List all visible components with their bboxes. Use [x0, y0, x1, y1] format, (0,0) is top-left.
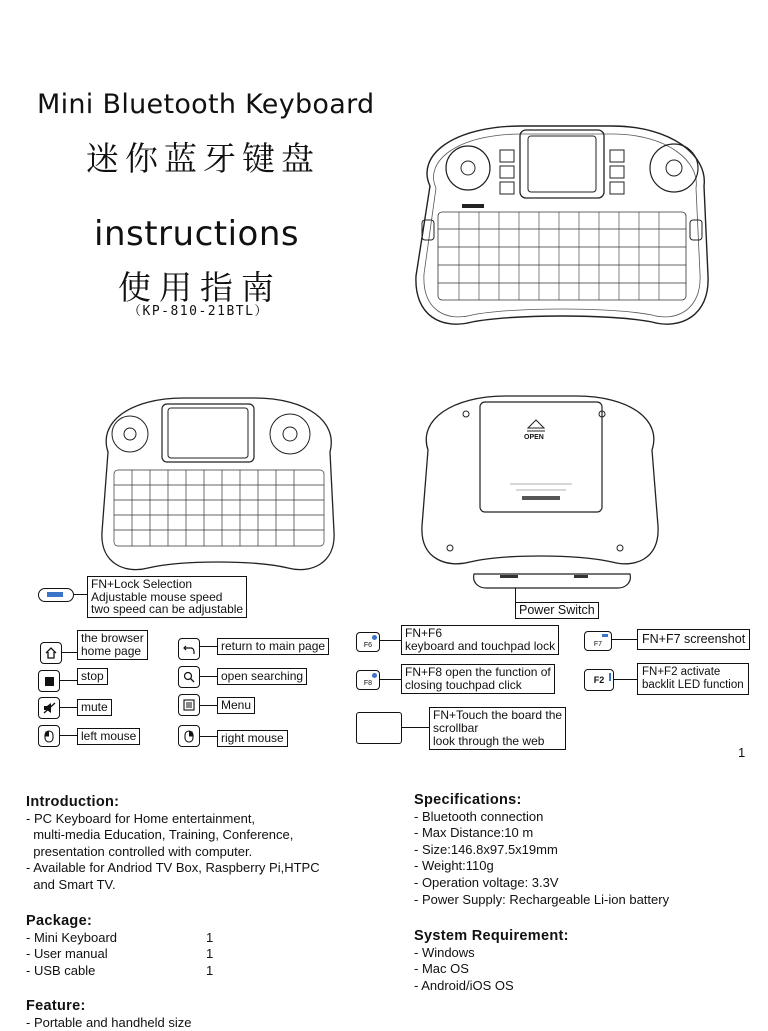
instructions-heading: instructions [94, 214, 300, 254]
fn-lock-callout [87, 576, 247, 618]
fn-f7-callout: FN+F7 screenshot [637, 629, 750, 650]
intro-line: - Available for Andriod TV Box, Raspberry Pi,HTPC [26, 860, 320, 876]
guide-heading-chinese: 使用指南 [118, 268, 282, 307]
fn-touch-callout [429, 707, 566, 750]
spec-line: - Max Distance:10 m [414, 825, 534, 841]
package-item [26, 963, 213, 980]
package-item [26, 946, 213, 963]
fn-f8-line1: FN+F8 open the function of [405, 665, 551, 679]
touchpad-icon [356, 712, 402, 744]
system-requirement-heading: System Requirement: [414, 928, 569, 944]
right-mouse-label: right mouse [217, 730, 288, 747]
menu-label: Menu [217, 697, 255, 714]
sysreq-line: - Windows [414, 944, 475, 960]
fn-lock-line1: FN+Lock Selection [91, 577, 193, 591]
f2-key-icon [584, 669, 614, 691]
feature-section [26, 998, 192, 1031]
sysreq-line: - Mac OS [414, 961, 469, 977]
specifications-heading: Specifications: [414, 792, 522, 808]
menu-icon [178, 694, 200, 716]
f8-key-label: F8 [363, 679, 373, 687]
home-page-label [77, 630, 148, 660]
f6-key-icon [356, 632, 380, 652]
open-search-label: open searching [217, 668, 307, 685]
mute-icon [38, 697, 60, 719]
package-item-name: - Mini Keyboard [26, 929, 118, 945]
stop-label: stop [77, 668, 108, 685]
left-mouse-label: left mouse [77, 728, 140, 745]
spec-line: - Size:146.8x97.5x19mm [414, 841, 558, 857]
title-chinese: 迷你蓝牙键盘 [86, 139, 320, 178]
fn-touch-line3: look through the web [433, 734, 545, 748]
spec-line: - Operation voltage: 3.3V [414, 874, 559, 890]
stop-icon [38, 670, 60, 692]
feature-heading: Feature: [26, 998, 86, 1014]
page-number: 1 [738, 745, 746, 760]
open-label: OPEN [524, 434, 544, 441]
return-icon [178, 638, 200, 660]
model-number: （KP-810-21BTL） [128, 304, 269, 319]
spec-line: - Weight:110g [414, 858, 494, 874]
package-item [26, 930, 213, 947]
title-english: Mini Bluetooth Keyboard [37, 89, 375, 120]
package-item-name: - USB cable [26, 962, 96, 978]
introduction-section [26, 794, 320, 894]
sysreq-line: - Android/iOS OS [414, 977, 514, 993]
left-mouse-icon [38, 725, 60, 747]
fn-f2-line1: FN+F2 activate [642, 666, 721, 678]
f2-key-label: F2 [593, 675, 605, 685]
intro-line: and Smart TV. [26, 876, 116, 892]
intro-line: - PC Keyboard for Home entertainment, [26, 810, 256, 826]
right-mouse-icon [178, 725, 200, 747]
fn-f8-callout [401, 664, 555, 694]
f6-key-label: F6 [363, 641, 373, 649]
f7-key-label: F7 [593, 640, 603, 648]
keyboard-front-small-illustration [94, 392, 342, 576]
mute-label: mute [77, 699, 112, 716]
system-requirement-section [414, 928, 569, 994]
fn-lock-line3: two speed can be adjustable [91, 602, 244, 616]
fn-touch-line1: FN+Touch the board the [433, 708, 563, 722]
fn-lock-line2: Adjustable mouse speed [91, 589, 223, 604]
feature-line: - Portable and handheld size [26, 1014, 192, 1030]
spec-line: - Power Supply: Rechargeable Li-ion battery [414, 891, 670, 907]
search-icon [178, 666, 200, 688]
fn-f6-line1: FN+F6 [405, 626, 443, 640]
fn-f2-line2: backlit LED function [642, 679, 744, 691]
package-item-qty: 1 [206, 946, 214, 962]
home-line2: home page [81, 644, 142, 658]
keyboard-back-illustration [414, 392, 666, 570]
keyboard-front-large-illustration [412, 116, 712, 332]
package-heading: Package: [26, 913, 93, 929]
package-item-name: - User manual [26, 946, 108, 962]
intro-line: multi-media Education, Training, Conference, [26, 827, 294, 843]
f7-key-icon [584, 631, 612, 651]
intro-line: presentation controlled with computer. [26, 843, 253, 859]
lock-key-icon [38, 588, 74, 602]
home-line1: the browser [81, 631, 144, 645]
keyboard-side-illustration [470, 570, 634, 592]
fn-f8-line2: closing touchpad click [405, 678, 522, 692]
return-label: return to main page [217, 638, 329, 655]
fn-f2-callout [637, 663, 749, 695]
power-switch-label: Power Switch [515, 602, 599, 619]
package-item-qty: 1 [206, 962, 214, 978]
fn-touch-line2: scrollbar [433, 721, 479, 735]
fn-f6-line2: keyboard and touchpad lock [405, 639, 556, 653]
introduction-heading: Introduction: [26, 794, 120, 810]
fn-f6-callout [401, 625, 559, 655]
package-item-qty: 1 [206, 929, 214, 945]
specifications-section [414, 792, 669, 908]
f8-key-icon [356, 670, 380, 690]
spec-line: - Bluetooth connection [414, 808, 544, 824]
package-section [26, 913, 213, 979]
home-icon [40, 642, 62, 664]
